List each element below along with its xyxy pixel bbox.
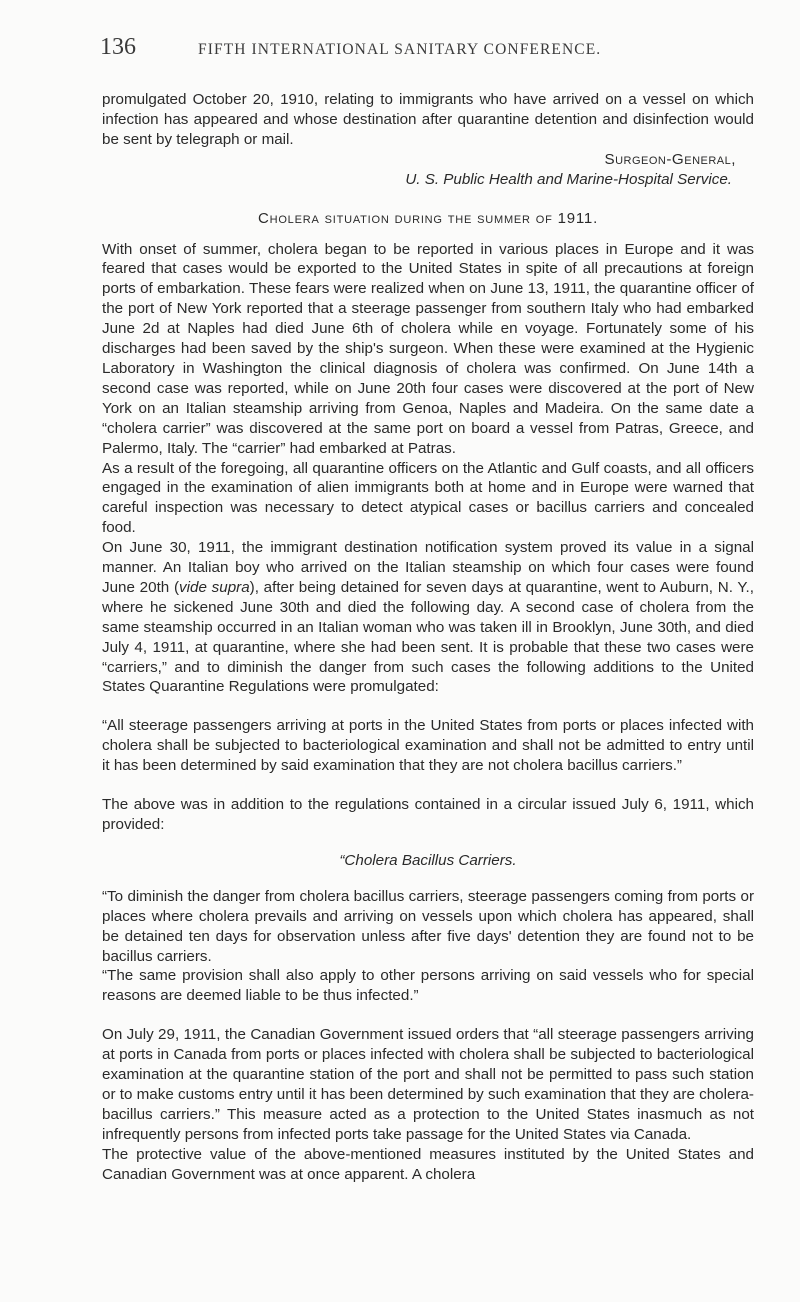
signature-title: Surgeon-General, xyxy=(604,150,736,168)
running-header xyxy=(102,34,754,64)
section-heading: Cholera situation during the summer of 1911. xyxy=(257,209,599,227)
quote-regulation: “All steerage passengers arriving at ports in the United States from ports or places infected with cholera shall be subjected to bacteriological examination and shall not be admitted to entry until it has been determined by said examination that they are not cholera bacillus carriers.” xyxy=(102,717,754,775)
paragraph-quarantine-warning: As a result of the foregoing, all quarantine officers on the Atlantic and Gulf coasts, and all officers engaged in the examination of alien immigrants both at home and in Europe were warned that careful inspection was necessary to detect atypical cases or bacillus carriers and concealed food. xyxy=(102,459,754,537)
page-number: 136 xyxy=(100,34,136,60)
spacer xyxy=(102,835,754,851)
spacer xyxy=(102,871,754,887)
spacer xyxy=(102,1006,754,1025)
paragraph-notification-system xyxy=(102,538,754,697)
p4-text-before: On June 30, 1911, the immigrant destination notification system proved its value in a signal manner. An Italian boy who arrived on the Italian steamship on which four cases were found June 20th ( xyxy=(102,539,754,596)
quote-other-persons: “The same provision shall also apply to other persons arriving on said vessels who for special reasons are deemed liable to be thus infected.” xyxy=(102,967,754,1005)
paragraph-protective-value: The protective value of the above-mentioned measures instituted by the United States and Canadian Government was at once apparent. A cholera xyxy=(102,1145,754,1183)
paragraph-circular: The above was in addition to the regulations contained in a circular issued July 6, 1911, which provided: xyxy=(102,796,754,833)
running-title: FIFTH INTERNATIONAL SANITARY CONFERENCE. xyxy=(198,41,602,58)
paragraph-continuation: promulgated October 20, 1910, relating to immigrants who have arrived on a vessel on which infection has appeared and whose destination after quarantine detention and disinfection would be sent by telegraph or mail. xyxy=(102,91,754,148)
spacer xyxy=(102,776,754,795)
paragraph-canadian-orders: On July 29, 1911, the Canadian Government issued orders that “all steerage passengers arriving at ports in Canada from ports or places infected with cholera shall be subjected to bacteriological examination at the quarantine station of the port and shall not be permitted to pass such station or to make customs entry until it has been determined by such examination that they are cholera-bacillus carriers.” This measure acted as a protection to the United States inasmuch as not infrequently persons from infected ports take passage for the United States via Canada. xyxy=(102,1026,754,1143)
signature-organization: U. S. Public Health and Marine-Hospital Service. xyxy=(405,170,732,188)
circular-subheading: “Cholera Bacillus Carriers. xyxy=(339,851,517,869)
p4-vide-supra: vide supra xyxy=(179,578,250,596)
p4-text-after: ), after being detained for seven days at quarantine, went to Auburn, N. Y., where he sickened June 30th and died the following day. A second case of cholera from the same steamship occurred in an Italian woman who was taken ill in Brooklyn, June 30th, and died July 4, 1911, at quarantine, where she had been sent. It is probable that these two cases were “carriers,” and to diminish the danger from such cases the following additions to the United States Quarantine Regulations were promulgated: xyxy=(102,578,754,696)
spacer xyxy=(102,697,754,716)
paragraph-summer-onset: With onset of summer, cholera began to be reported in various places in Europe and it was feared that cases would be exported to the United States in spite of all precautions at foreign ports of embarkation. These fears were realized when on June 13, 1911, the quarantine officer of the port of New York reported that a steerage passenger from southern Italy who had embarked June 2d at Naples had died June 6th of cholera while en voyage. Fortunately some of his discharges had been saved by the ship's surgeon. When these were examined at the Hygienic Laboratory in Washington the clinical diagnosis of cholera was confirmed. On June 14th a second case was reported, while on June 20th four cases were discovered at the port of New York on an Italian steamship arriving from Genoa, Naples and Madeira. On the same date a “cholera carrier” was discovered at the same port on board a vessel from Patras, Greece, and Palermo, Italy. The “carrier” had embarked at Patras. xyxy=(102,240,754,457)
quote-detention: “To diminish the danger from cholera bacillus carriers, steerage passengers coming from ports or places where cholera prevails and arriving on vessels upon which cholera has appeared, shall be detained ten days for observation unless after five days' detention they are found not to be bacillus carriers. xyxy=(102,887,754,965)
